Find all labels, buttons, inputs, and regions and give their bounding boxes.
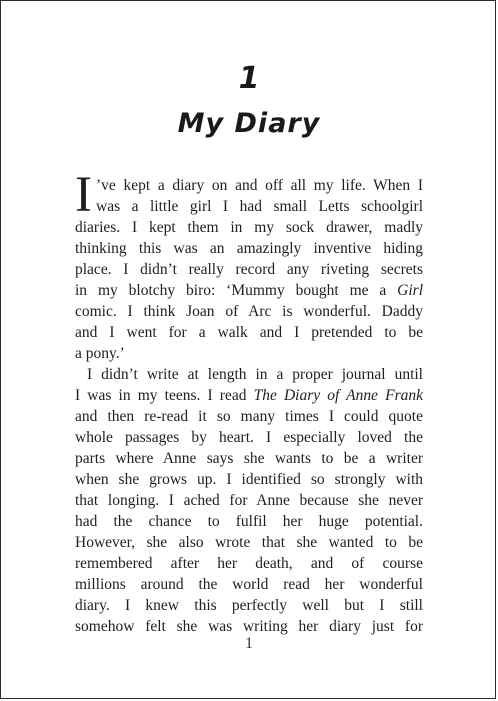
italic-title: Girl bbox=[397, 282, 423, 299]
text-line: ’ve kept a diary on and off all my life. When I bbox=[96, 177, 423, 194]
text-line: millions around the world read her wonderful bbox=[75, 576, 423, 593]
paragraph-1 bbox=[75, 175, 423, 364]
text-line: thinking this was an amazingly inventive hiding bbox=[75, 240, 423, 257]
paragraph-2 bbox=[75, 364, 423, 637]
text-line: parts where Anne says she wants to be a writer bbox=[75, 450, 423, 467]
text-line: I didn’t write at length in a proper journal until bbox=[87, 366, 423, 383]
text-line: and I went for a walk and I pretended to be bbox=[75, 324, 423, 341]
text-line: in my blotchy biro: ‘Mummy bought me a Girl bbox=[75, 282, 423, 299]
text-line: was a little girl I had small Letts schoolgirl bbox=[96, 198, 423, 215]
text-line: that longing. I ached for Anne because she never bbox=[75, 492, 423, 509]
text-line: place. I didn’t really record any riveting secrets bbox=[75, 261, 423, 278]
text-line: a pony.’ bbox=[75, 345, 125, 362]
chapter-body bbox=[75, 167, 423, 637]
text-line: comic. I think Joan of Arc is wonderful. Daddy bbox=[75, 303, 423, 320]
chapter-number: 1 bbox=[238, 61, 260, 96]
text-line: I was in my teens. I read The Diary of Anne Frank bbox=[75, 387, 423, 404]
chapter-title: My Diary bbox=[177, 108, 321, 139]
text-line: when she grows up. I identified so strongly with bbox=[75, 471, 423, 488]
text-line: somehow felt she was writing her diary just for bbox=[75, 618, 423, 635]
text-line: remembered after her death, and of course bbox=[75, 555, 423, 572]
text-line: and then re-read it so many times I could quote bbox=[75, 408, 423, 425]
text-line: whole passages by heart. I especially loved the bbox=[75, 429, 423, 446]
text-line: had the chance to fulfil her huge potential. bbox=[75, 513, 423, 530]
text-line: diaries. I kept them in my sock drawer, madly bbox=[75, 219, 423, 236]
text-line: However, she also wrote that she wanted to be bbox=[75, 534, 423, 551]
drop-cap: I bbox=[75, 167, 92, 223]
page-number: 1 bbox=[245, 635, 253, 652]
italic-title: The Diary of Anne Frank bbox=[253, 387, 423, 404]
text-line: diary. I knew this perfectly well but I still bbox=[75, 597, 423, 614]
